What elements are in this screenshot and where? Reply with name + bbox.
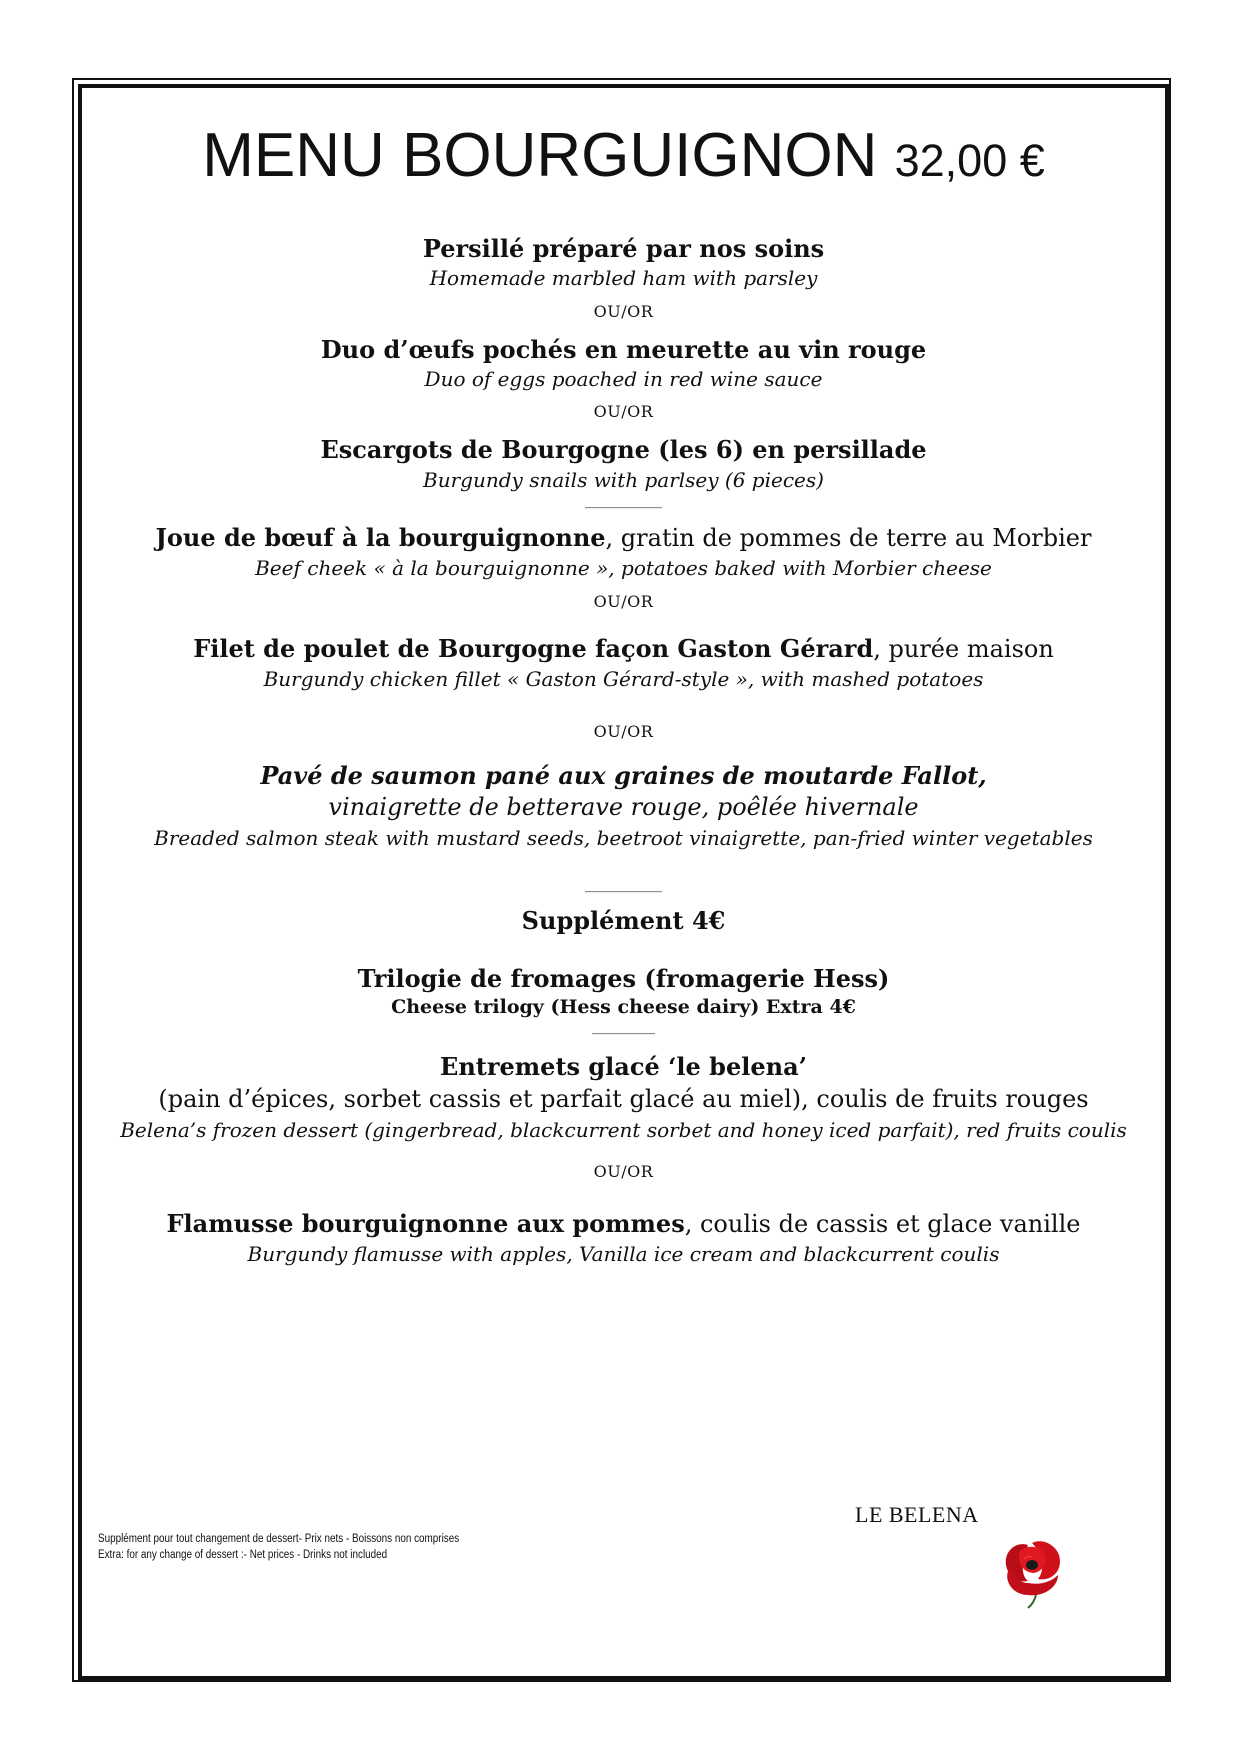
starter-1-en: Homemade marbled ham with parsley — [429, 266, 818, 290]
main-2-fr-rest: , purée maison — [873, 635, 1054, 663]
dessert-2-fr — [78, 1209, 1169, 1238]
menu-price: 32,00 € — [894, 135, 1045, 186]
dessert-2-en: Burgundy flamusse with apples, Vanilla ice cream and blackcurrent coulis — [247, 1242, 1000, 1266]
or-label: OU/OR — [593, 302, 654, 321]
separator: ___________ — [585, 877, 662, 893]
footer-line-en: Extra: for any change of dessert :- Net prices - Drinks not included — [98, 1549, 388, 1561]
separator-short: _________ — [592, 1019, 655, 1035]
separator: ___________ — [585, 493, 662, 509]
starter-3-fr: Escargots de Bourgogne (les 6) en persillade — [320, 435, 927, 464]
footer-note — [98, 1531, 459, 1563]
dessert-1-fr: Entremets glacé ‘le belena’ — [440, 1052, 807, 1081]
main-2-fr-bold: Filet de poulet de Bourgogne façon Gaston Gérard — [193, 634, 874, 663]
menu-page — [78, 84, 1169, 1680]
starter-2-fr: Duo d’œufs pochés en meurette au vin rouge — [320, 335, 927, 364]
dessert-1-fr-line2: (pain d’épices, sorbet cassis et parfait glacé au miel), coulis de fruits rouges — [158, 1085, 1089, 1113]
main-3-fr-line2: vinaigrette de betterave rouge, poêlée hivernale — [328, 793, 919, 821]
main-1-fr-rest: , gratin de pommes de terre au Morbier — [605, 524, 1092, 552]
dessert-1-en: Belena’s frozen dessert (gingerbread, blackcurrent sorbet and honey iced parfait), red fruits coulis — [120, 1118, 1127, 1142]
menu-title-text: MENU BOURGUIGNON — [202, 121, 878, 190]
cheese-fr: Trilogie de fromages (fromagerie Hess) — [357, 964, 890, 993]
footer-line-fr: Supplément pour tout changement de dessert- Prix nets - Boissons non comprises — [98, 1533, 460, 1545]
or-label: OU/OR — [593, 592, 654, 611]
dessert-2-fr-bold: Flamusse bourguignonne aux pommes — [166, 1209, 685, 1238]
starter-2-en: Duo of eggs poached in red wine sauce — [424, 367, 823, 391]
starter-1-fr: Persillé préparé par nos soins — [422, 234, 825, 263]
or-label: OU/OR — [593, 1162, 654, 1181]
main-3-en: Breaded salmon steak with mustard seeds, beetroot vinaigrette, pan-fried winter vegetables — [154, 826, 1093, 850]
cheese-en: Cheese trilogy (Hess cheese dairy) Extra 4€ — [391, 996, 856, 1018]
main-2-fr — [78, 634, 1169, 663]
or-label: OU/OR — [593, 402, 654, 421]
main-1-fr-bold: Joue de bœuf à la bourguignonne — [155, 523, 606, 552]
poppy-flower-icon — [998, 1537, 1068, 1609]
or-label: OU/OR — [593, 722, 654, 741]
main-1-fr — [78, 523, 1169, 552]
main-3-fr: Pavé de saumon pané aux graines de moutarde Fallot, — [260, 761, 987, 790]
menu-title — [78, 120, 1169, 191]
supplement-label: Supplément 4€ — [521, 906, 726, 935]
restaurant-name: LE BELENA — [855, 1502, 979, 1527]
dessert-2-fr-rest: , coulis de cassis et glace vanille — [684, 1210, 1081, 1238]
starter-3-en: Burgundy snails with parlsey (6 pieces) — [423, 468, 824, 492]
main-2-en: Burgundy chicken fillet « Gaston Gérard-style », with mashed potatoes — [263, 667, 984, 691]
main-1-en: Beef cheek « à la bourguignonne », potatoes baked with Morbier cheese — [255, 556, 992, 580]
